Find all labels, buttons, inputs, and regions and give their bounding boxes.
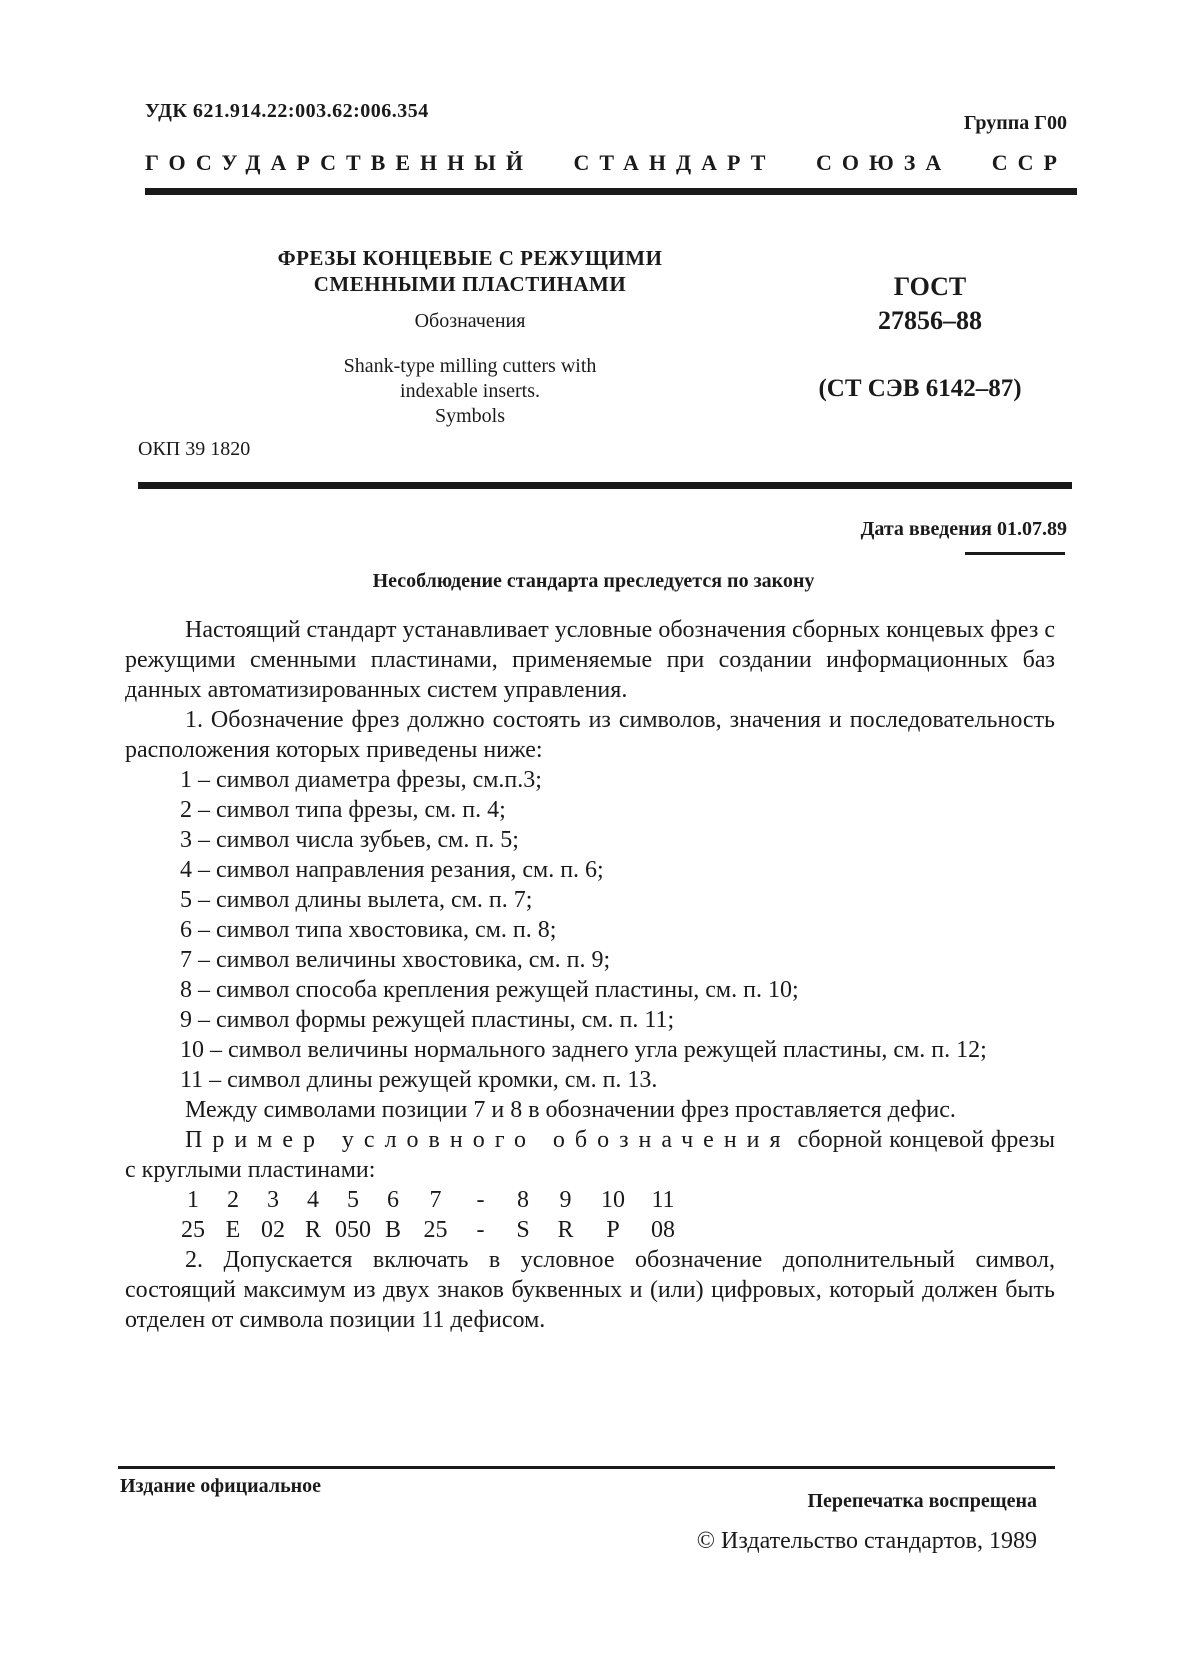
code-value: 050 <box>335 1217 371 1243</box>
list-item: 1 – символ диаметра фрезы, см.п.3; <box>180 767 542 793</box>
code-position: 1 <box>187 1187 199 1213</box>
code-position: 6 <box>387 1187 399 1213</box>
masthead <box>145 150 1067 176</box>
list-item: 10 – символ величины нормального заднего угла режущей пластины, см. п. 12; <box>180 1037 987 1063</box>
code-value: - <box>476 1217 485 1243</box>
code-value: E <box>225 1217 241 1243</box>
english-title <box>230 354 710 429</box>
code-position: 5 <box>347 1187 359 1213</box>
hyphen-note: Между символами позиции 7 и 8 в обозначении фрез проставляется дефис. <box>185 1097 956 1123</box>
gost-label: ГОСТ <box>893 272 967 301</box>
code-value: P <box>606 1217 620 1243</box>
code-value: 02 <box>261 1217 285 1243</box>
title-line: СМЕННЫМИ ПЛАСТИНАМИ <box>313 272 627 296</box>
code-value: R <box>304 1217 321 1243</box>
code-position: 10 <box>601 1187 625 1213</box>
code-value: B <box>384 1217 401 1243</box>
list-item: 6 – символ типа хвостовика, см. п. 8; <box>180 917 557 943</box>
code-position: - <box>476 1187 485 1213</box>
code-value: R <box>557 1217 574 1243</box>
list-item: 8 – символ способа крепления режущей пластины, см. п. 10; <box>180 977 799 1003</box>
list-item: 2 – символ типа фрезы, см. п. 4; <box>180 797 506 823</box>
header-bottom-rule <box>138 482 1072 489</box>
official-edition: Издание официальное <box>120 1475 322 1497</box>
list-item: 3 – символ числа зубьев, см. п. 5; <box>180 827 519 853</box>
paragraph-1: 1. Обозначение фрез должно состоять из символов, значения и последовательность расположения которых приведены ниже: <box>125 707 1055 763</box>
code-value: 25 <box>423 1217 448 1243</box>
title-line: ФРЕЗЫ КОНЦЕВЫЕ С РЕЖУЩИМИ <box>277 246 663 270</box>
masthead-word: СТАНДАРТ <box>573 150 776 175</box>
masthead-word: СОЮЗА <box>815 150 952 175</box>
udk-code: УДК 621.914.22:003.62:006.354 <box>145 100 429 122</box>
position-row <box>125 1185 1055 1215</box>
code-position: 8 <box>517 1187 529 1213</box>
footer-rule <box>118 1466 1055 1469</box>
reprint-notice: Перепечатка воспрещена <box>807 1490 1037 1512</box>
value-row <box>125 1215 1055 1245</box>
code-position: 9 <box>559 1187 572 1213</box>
code-position: 4 <box>307 1187 319 1213</box>
code-value: S <box>516 1217 530 1243</box>
english-title-line: Shank-type milling cutters with <box>343 355 597 377</box>
code-position: 3 <box>267 1187 279 1213</box>
gost-block <box>820 270 1040 338</box>
list-item: 4 – символ направления резания, см. п. 6; <box>180 857 604 883</box>
example-heading <box>125 1125 1055 1185</box>
english-title-line: Symbols <box>434 405 506 427</box>
document-body <box>125 615 1055 1335</box>
gost-number: 27856–88 <box>878 306 982 335</box>
masthead-word: ССР <box>991 150 1067 175</box>
code-position: 11 <box>651 1187 675 1213</box>
code-position: 7 <box>429 1187 442 1213</box>
code-value: 25 <box>181 1217 205 1243</box>
example-text: сборной концевой фрезы с круглыми пластинами: <box>125 1127 1055 1183</box>
paragraph-2: 2. Допускается включать в условное обозначение дополнительный символ, состоящий максимум из двух знаков буквенных и (или) цифровых, который должен быть отделен от символа позиции 11 дефисом. <box>125 1247 1055 1333</box>
code-position: 2 <box>227 1187 239 1213</box>
list-item: 9 – символ формы режущей пластины, см. п. 11; <box>180 1007 675 1033</box>
list-item: 11 – символ длины режущей кромки, см. п. 13. <box>180 1067 658 1093</box>
copyright-notice: © Издательство стандартов, 1989 <box>696 1528 1037 1554</box>
document-subtitle: Обозначения <box>414 310 526 332</box>
introduction-date: Дата введения 01.07.89 <box>860 518 1067 540</box>
legal-warning: Несоблюдение стандарта преследуется по закону <box>372 570 815 592</box>
example-label: Пример условного обозначения <box>185 1127 791 1153</box>
intro-paragraph: Настоящий стандарт устанавливает условные обозначения сборных концевых фрез с режущими сменными пластинами, применяемые при создании информационных баз данных автоматизированных систем управления. <box>125 617 1055 703</box>
code-value: 08 <box>651 1217 675 1243</box>
list-item: 5 – символ длины вылета, см. п. 7; <box>180 887 533 913</box>
document-title <box>230 245 710 297</box>
top-rule <box>145 188 1077 195</box>
st-sev-number: (СТ СЭВ 6142–87) <box>818 375 1022 402</box>
date-underline <box>965 552 1065 555</box>
english-title-line: indexable inserts. <box>400 380 540 402</box>
list-item: 7 – символ величины хвостовика, см. п. 9; <box>180 947 611 973</box>
okp-code: ОКП 39 1820 <box>138 438 251 460</box>
group-code: Группа Г00 <box>963 112 1067 134</box>
masthead-word: ГОСУДАРСТВЕННЫЙ <box>145 150 533 175</box>
